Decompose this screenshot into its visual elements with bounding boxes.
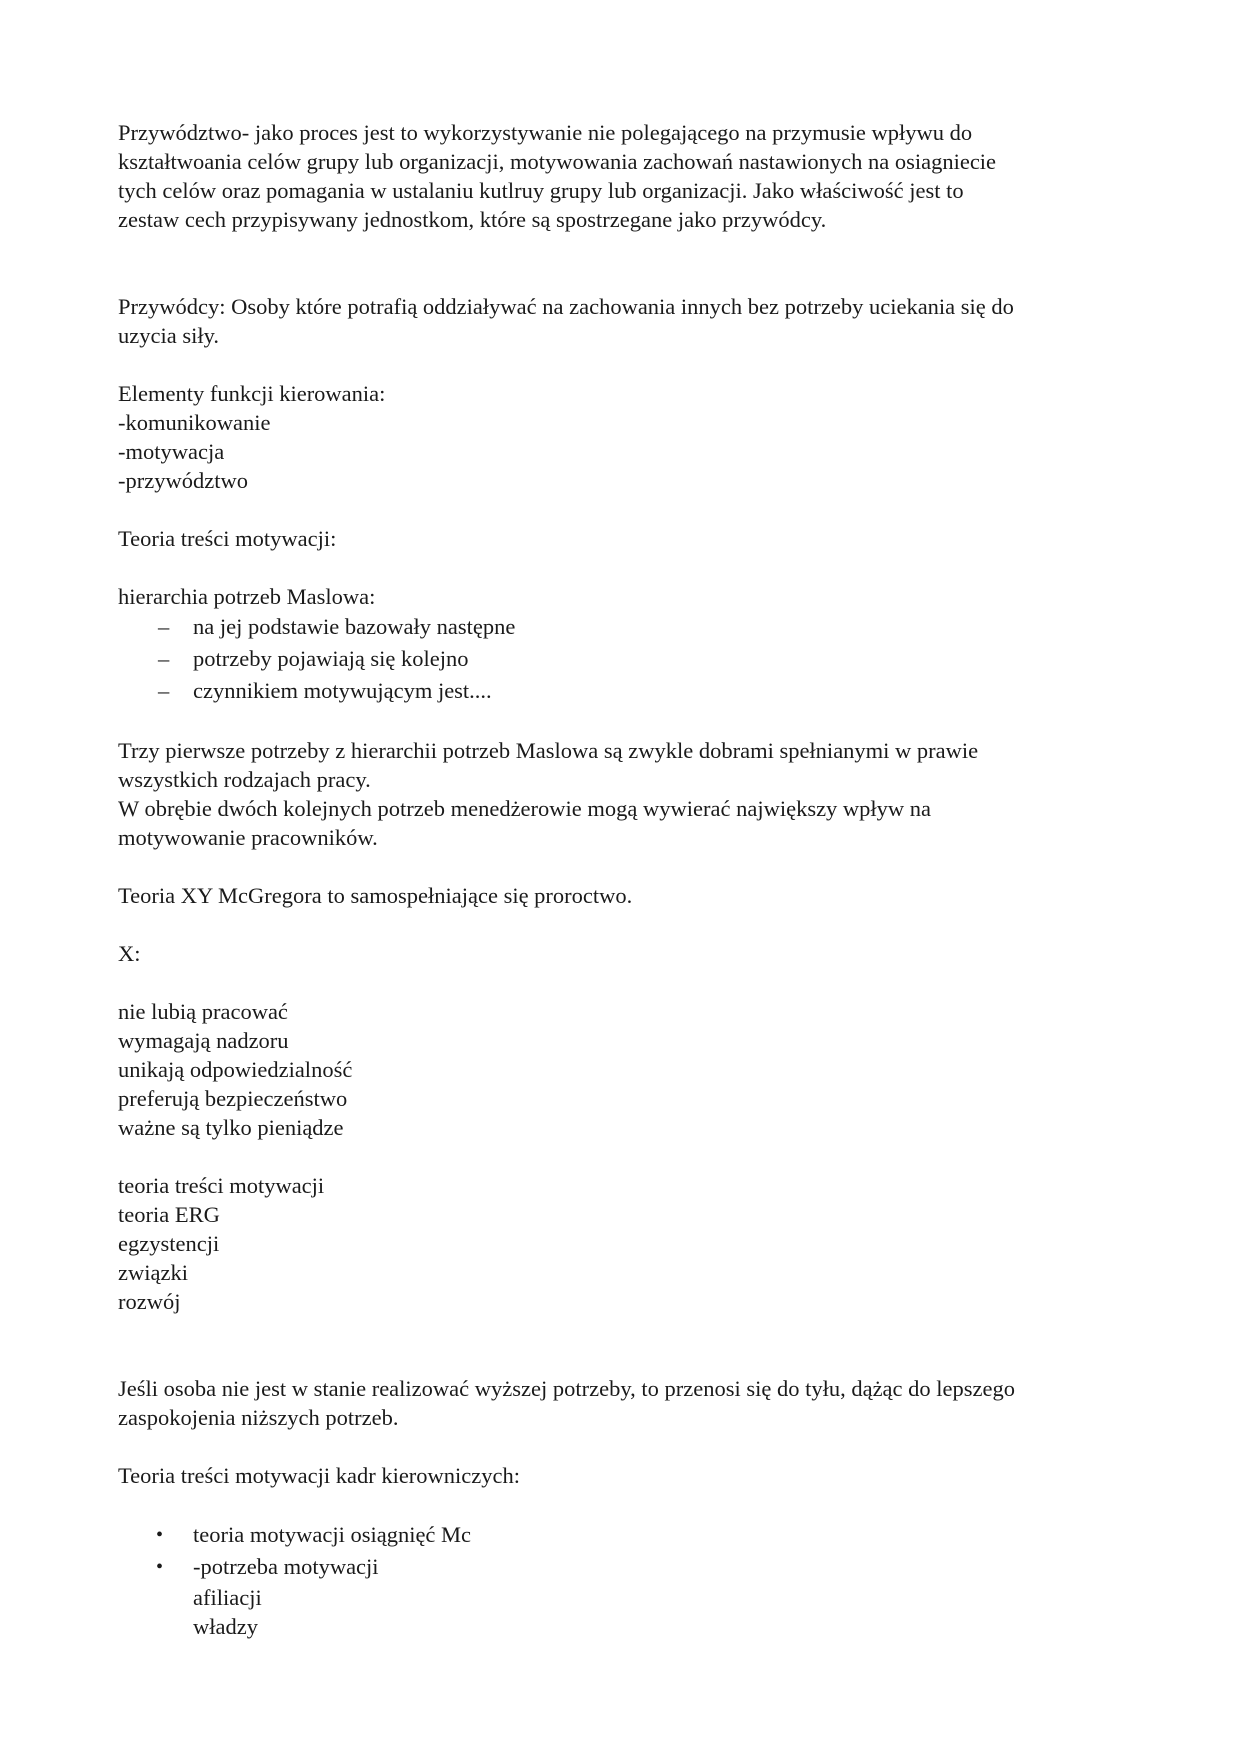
list-item bbox=[118, 675, 1128, 707]
list-item: rozwój bbox=[118, 1289, 181, 1314]
list-item: wymagają nadzoru bbox=[118, 1028, 289, 1053]
spacer bbox=[118, 1316, 1128, 1374]
list-item: teoria ERG bbox=[118, 1202, 220, 1227]
list-item: preferują bezpieczeństwo bbox=[118, 1086, 348, 1111]
bullet-marker: • bbox=[156, 1524, 164, 1546]
paragraph-leadership-definition bbox=[118, 118, 1128, 234]
spacer bbox=[118, 852, 1128, 881]
theory-heading bbox=[118, 524, 1128, 553]
section-heading: X: bbox=[118, 941, 141, 966]
section-heading: Teoria treści motywacji kadr kierowniczych: bbox=[118, 1463, 521, 1488]
spacer bbox=[118, 1490, 1128, 1519]
list-item: -przywództwo bbox=[118, 468, 248, 493]
document-body bbox=[118, 118, 1128, 1641]
erg-list bbox=[118, 1171, 1128, 1316]
x-traits bbox=[118, 997, 1128, 1142]
text-line: Jeśli osoba nie jest w stanie realizować wyższej potrzeby, to przenosi się do tyłu, dążąc do lepszego bbox=[118, 1376, 1015, 1401]
list-item bbox=[118, 611, 1128, 643]
dash-marker: – bbox=[158, 614, 170, 639]
text-line: wszystkich rodzajach pracy. bbox=[118, 767, 371, 792]
list-item: teoria treści motywacji bbox=[118, 1173, 325, 1198]
managers-bullet-list bbox=[118, 1519, 1128, 1641]
list-item bbox=[118, 1551, 1128, 1641]
spacer bbox=[118, 350, 1128, 379]
list-item bbox=[118, 643, 1128, 675]
spacer bbox=[118, 1432, 1128, 1461]
text-line: motywowanie pracowników. bbox=[118, 825, 378, 850]
text-line: Trzy pierwsze potrzeby z hierarchii potrzeb Maslowa są zwykle dobrami spełnianymi w prawie bbox=[118, 738, 979, 763]
maslow-heading bbox=[118, 582, 1128, 611]
dash-marker: – bbox=[158, 646, 170, 671]
text-line: W obrębie dwóch kolejnych potrzeb menedżerowie mogą wywierać największy wpływ na bbox=[118, 796, 932, 821]
maslow-list bbox=[118, 611, 1128, 707]
text-line: uzycia siły. bbox=[118, 323, 220, 348]
section-heading: hierarchia potrzeb Maslowa: bbox=[118, 584, 376, 609]
text-line: tych celów oraz pomagania w ustalaniu kutlruy grupy lub organizacji. Jako właściwość jest to bbox=[118, 178, 964, 203]
spacer bbox=[118, 553, 1128, 582]
spacer bbox=[118, 707, 1128, 736]
spacer bbox=[118, 1142, 1128, 1171]
managers-heading bbox=[118, 1461, 1128, 1490]
spacer bbox=[118, 968, 1128, 997]
section-heading: Elementy funkcji kierowania: bbox=[118, 381, 386, 406]
dash-marker: – bbox=[158, 678, 170, 703]
list-item: -motywacja bbox=[118, 439, 225, 464]
x-label bbox=[118, 939, 1128, 968]
list-item: -komunikowanie bbox=[118, 410, 271, 435]
paragraph-erg-regression bbox=[118, 1374, 1128, 1432]
management-elements bbox=[118, 379, 1128, 495]
text-line: Teoria XY McGregora to samospełniające się proroctwo. bbox=[118, 883, 633, 908]
list-item bbox=[118, 1519, 1128, 1551]
text-line: Przywódcy: Osoby które potrafią oddziaływać na zachowania innych bez potrzeby uciekania się do bbox=[118, 294, 1014, 319]
text-line: kształtwoania celów grupy lub organizacji, motywowania zachowań nastawionych na osiagniecie bbox=[118, 149, 997, 174]
spacer bbox=[118, 910, 1128, 939]
spacer bbox=[118, 234, 1128, 292]
sub-item: władzy bbox=[193, 1614, 258, 1639]
section-heading: Teoria treści motywacji: bbox=[118, 526, 337, 551]
list-item: egzystencji bbox=[118, 1231, 220, 1256]
xy-theory-line bbox=[118, 881, 1128, 910]
text-line: zestaw cech przypisywany jednostkom, które są spostrzegane jako przywódcy. bbox=[118, 207, 827, 232]
list-item-text: na jej podstawie bazowały następne bbox=[193, 614, 516, 639]
list-item-text: -potrzeba motywacji bbox=[193, 1554, 379, 1579]
paragraph-maslow-notes bbox=[118, 736, 1128, 852]
list-item: nie lubią pracować bbox=[118, 999, 288, 1024]
sub-item: afiliacji bbox=[193, 1585, 262, 1610]
list-item-text: potrzeby pojawiają się kolejno bbox=[193, 646, 469, 671]
text-line: zaspokojenia niższych potrzeb. bbox=[118, 1405, 399, 1430]
paragraph-leaders bbox=[118, 292, 1128, 350]
text-line: Przywództwo- jako proces jest to wykorzystywanie nie polegającego na przymusie wpływu do bbox=[118, 120, 973, 145]
list-item: ważne są tylko pieniądze bbox=[118, 1115, 344, 1140]
list-item-text: teoria motywacji osiągnięć Mc bbox=[193, 1522, 472, 1547]
list-item: związki bbox=[118, 1260, 188, 1285]
spacer bbox=[118, 495, 1128, 524]
list-item: unikają odpowiedzialność bbox=[118, 1057, 353, 1082]
bullet-marker: • bbox=[156, 1556, 164, 1578]
list-item-text: czynnikiem motywującym jest.... bbox=[193, 678, 492, 703]
